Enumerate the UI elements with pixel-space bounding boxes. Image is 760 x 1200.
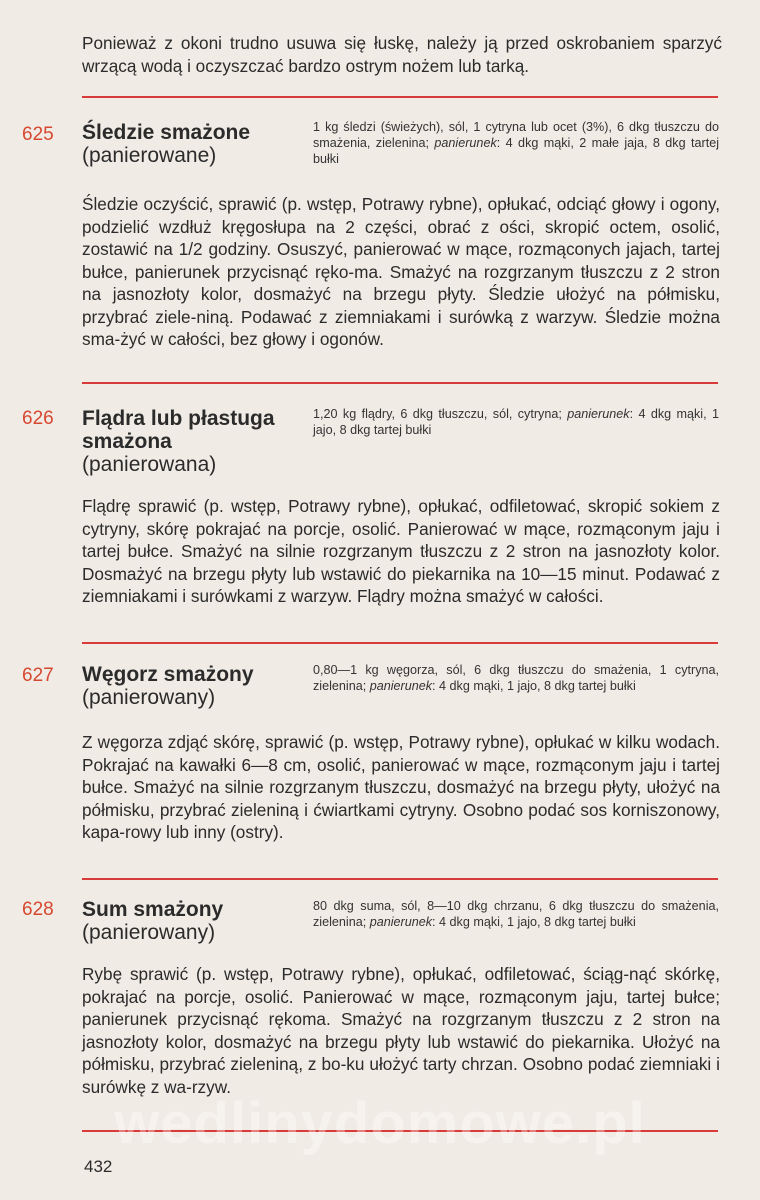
intro-paragraph: Ponieważ z okoni trudno usuwa się łuskę, należy ją przed oskrobaniem sparzyć wrzącą wodą i oczyszczać bardzo ostrym nożem lub tarką. [82,33,722,76]
recipe-title-main: Śledzie smażone [82,121,251,144]
divider-rule [82,96,718,98]
recipe-title [82,121,307,167]
recipe-title-sub: (panierowane) [82,144,217,167]
divider-rule [82,1130,718,1132]
recipe-title-main: Flądra lub płastuga smażona [82,407,275,453]
watermark: wedlinydomowe.pl [114,1091,646,1156]
recipe-ingredients: 0,80—1 kg węgorza, sól, 6 dkg tłuszczu do smażenia, 1 cytryna, zielenina; panierunek: 4 dkg mąki, 1 jajo, 8 dkg tartej bułki [313,663,719,693]
recipe-instructions: Rybę sprawić (p. wstęp, Potrawy rybne), opłukać, odfiletować, ściąg-nąć skórkę, pokrajać na porcje, osolić. Panierować w mące, rozmąconym jaju, tartej bułce; panierunek przycisnąć rękoma. Smażyć na rozgrzanym tłuszczu z 2 stron na jasnozłoty kolor, dosmażyć na brzegu płyty lub wstawić do piekarnika. Ułożyć na półmisku, przybrać zieleniną, z bo-ku ułożyć tarty chrzan. Osobno podać ziemniaki i surówkę z wa-rzyw. [82,964,720,1097]
recipe-ingredients: 1,20 kg flądry, 6 dkg tłuszczu, sól, cytryna; panierunek: 4 dkg mąki, 1 jajo, 8 dkg tartej bułki [313,407,719,437]
recipe-title [82,663,307,709]
recipe-number: 625 [22,124,54,145]
divider-rule [82,878,718,880]
recipe-ingredients: 80 dkg suma, sól, 8—10 dkg chrzanu, 6 dkg tłuszczu do smażenia, zielenina; panierunek: 4 dkg mąki, 1 jajo, 8 dkg tartej bułki [313,899,719,929]
recipe-title [82,898,307,944]
recipe-title-main: Sum smażony [82,898,224,921]
recipe-ingredients: 1 kg śledzi (świeżych), sól, 1 cytryna lub ocet (3%), 6 dkg tłuszczu do smażenia, zielenina; panierunek: 4 dkg mąki, 2 małe jaja, 8 dkg tartej bułki [313,120,719,166]
recipe-instructions: Śledzie oczyścić, sprawić (p. wstęp, Potrawy rybne), opłukać, odciąć głowy i ogony, podzielić wzdłuż kręgosłupa na 2 części, obrać z ości, skropić octem, osolić, zostawić na 1/2 godziny. Osuszyć, panierować w mące, rozmąconych jajach, tartej bułce, panierunek przycisnąć ręko-ma. Smażyć na rozgrzanym tłuszczu z 2 stron na jasnozłoty kolor, dosmażyć na brzegu płyty. Śledzie ułożyć na półmisku, przybrać ziele-niną. Podawać z ziemniakami i surówką z warzyw. Śledzie można sma-żyć w całości, bez głowy i ogonów. [82,194,720,349]
recipe-instructions: Z węgorza zdjąć skórę, sprawić (p. wstęp, Potrawy rybne), opłukać w kilku wodach. Pokrajać na kawałki 6—8 cm, osolić, panierować w mące, rozmąconym jaju i tartej bułce. Smażyć na silnie rozgrzanym tłuszczu, dosmażyć na brzegu płyty, ułożyć na półmisku, przybrać zieleniną i ćwiartkami cytryny. Osobno podać sos korniszonowy, kapa-rowy lub inny (ostry). [82,732,720,842]
recipe-title-sub: (panierowany) [82,686,216,709]
recipe-number: 628 [22,899,54,920]
recipe-title-main: Węgorz smażony [82,663,254,686]
page-number: 432 [84,1157,113,1176]
recipe-instructions: Flądrę sprawić (p. wstęp, Potrawy rybne), opłukać, odfiletować, skropić sokiem z cytryny, skórę pokrajać na porcje, osolić. Panierować w mące, rozmąconym jaju i tartej bułce. Smażyć na silnie rozgrzanym tłuszczu z 2 stron na jasnozłoty kolor. Dosmażyć na brzegu płyty lub wstawić do piekarnika na 10—15 minut. Podawać z ziemniakami i surówkami z warzyw. Flądry można smażyć w całości. [82,496,720,606]
recipe-title-sub: (panierowany) [82,921,216,944]
recipe-title [82,407,307,476]
divider-rule [82,382,718,384]
divider-rule [82,642,718,644]
recipe-number: 626 [22,408,54,429]
recipe-number: 627 [22,665,54,686]
recipe-title-sub: (panierowana) [82,453,217,476]
